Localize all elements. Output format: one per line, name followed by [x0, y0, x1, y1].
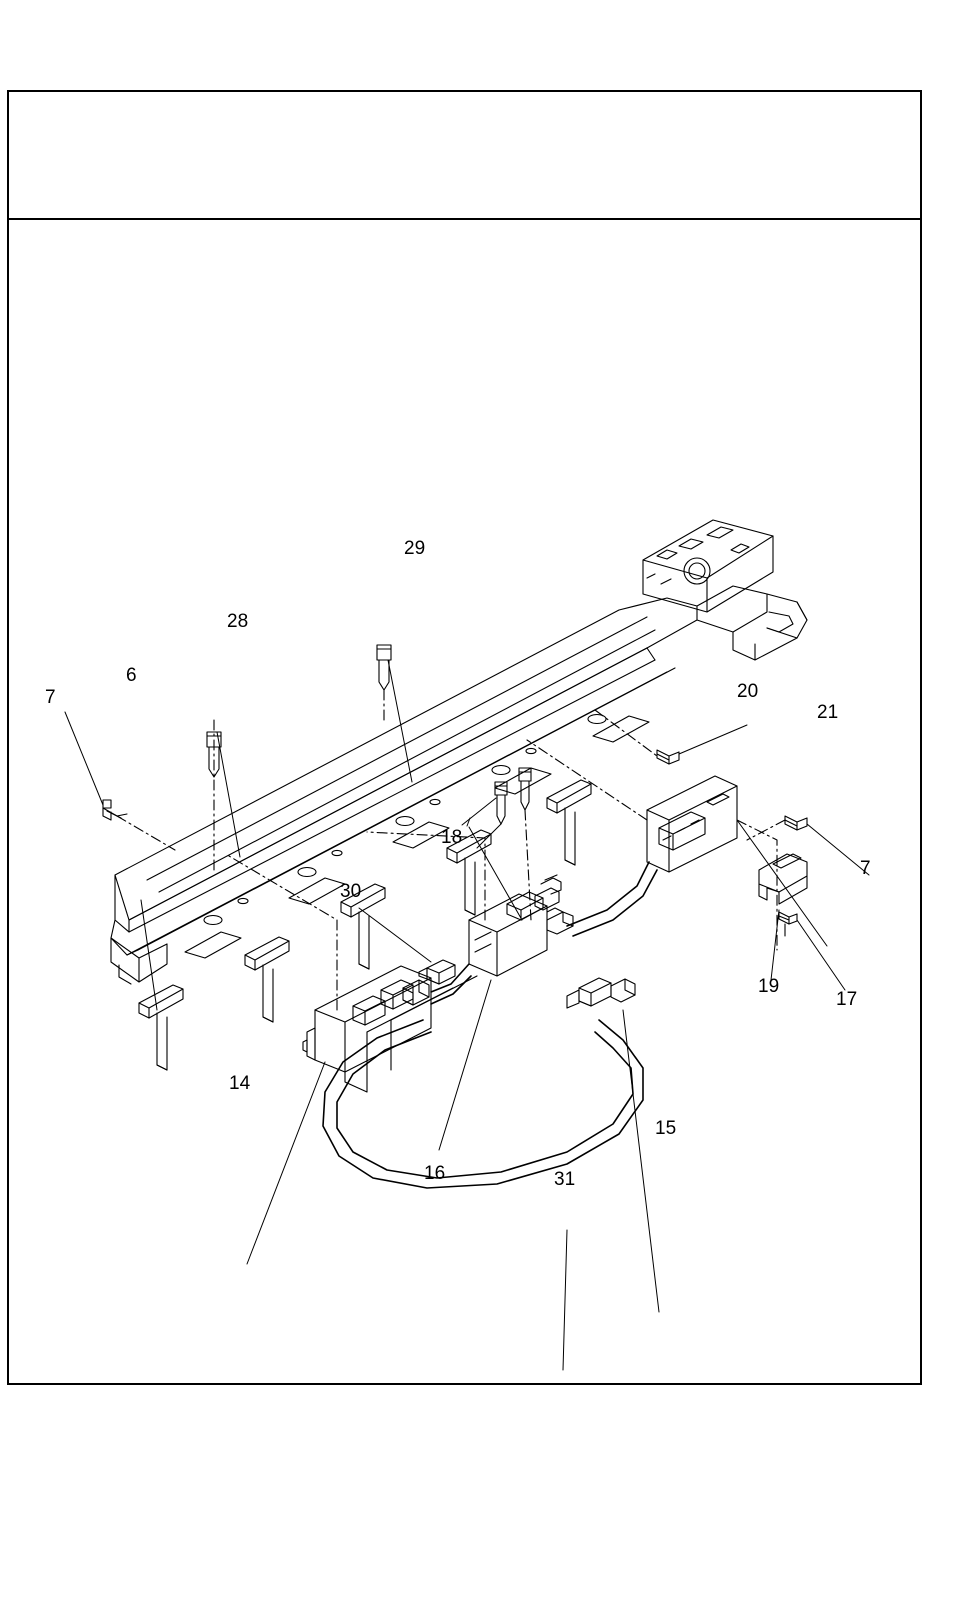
- callout-14: 14: [229, 1073, 251, 1094]
- callout-7-right: 7: [860, 858, 871, 879]
- callout-17: 17: [836, 989, 858, 1010]
- callout-31: 31: [554, 1169, 576, 1190]
- figure-area: [7, 220, 922, 1385]
- callout-7-left: 7: [45, 687, 56, 708]
- callout-28: 28: [227, 611, 249, 632]
- header-block: [20, 100, 900, 210]
- callout-16: 16: [424, 1163, 446, 1184]
- callout-30: 30: [340, 881, 362, 902]
- callout-6: 6: [126, 665, 137, 686]
- callout-18: 18: [441, 827, 463, 848]
- callout-15: 15: [655, 1118, 677, 1139]
- callout-19: 19: [758, 976, 780, 997]
- assembly-line-art: [7, 220, 922, 1385]
- callout-21: 21: [817, 702, 839, 723]
- footer-block: [20, 1395, 900, 1435]
- callout-29: 29: [404, 538, 426, 559]
- callout-20: 20: [737, 681, 759, 702]
